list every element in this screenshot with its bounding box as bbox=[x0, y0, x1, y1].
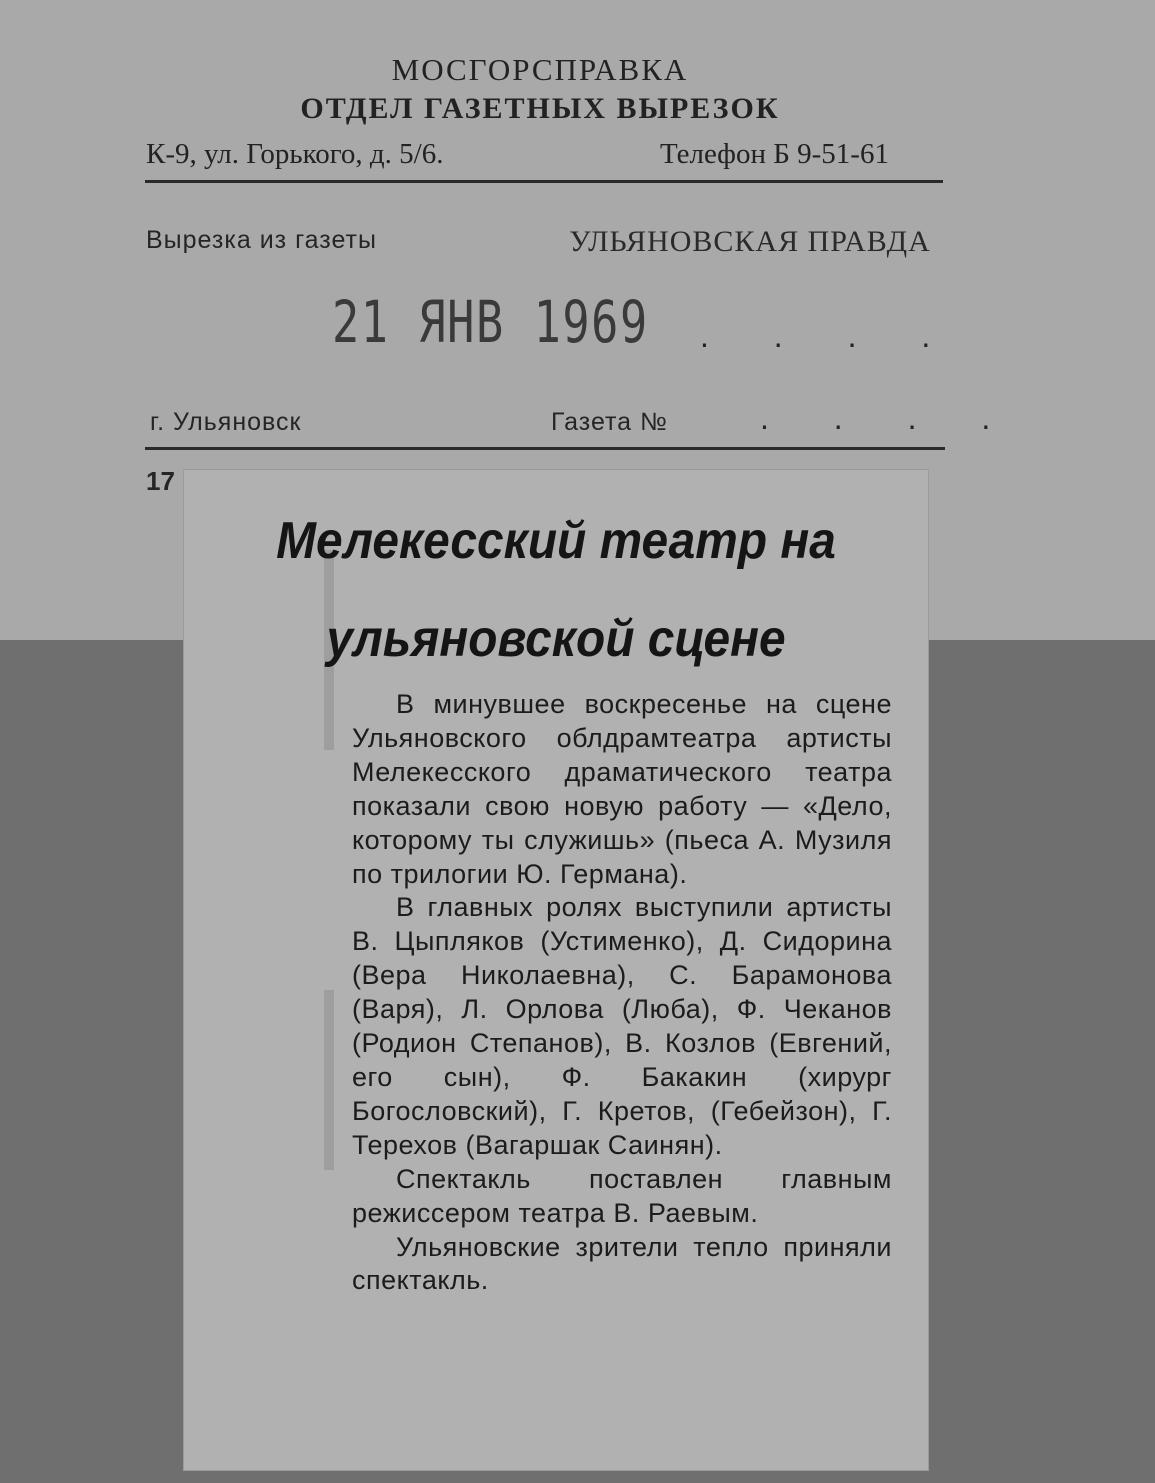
article-headline: Мелекесский театр на ульяновской сцене bbox=[276, 512, 836, 668]
agency-phone: Телефон Б 9-51-61 bbox=[660, 138, 889, 170]
article-paragraph: В минувшее воскресенье на сцене Ульяновского облдрамтеатра артисты Мелекесского драматического театра показали свою новую работу — «Дело, которому ты служишь» (пьеса А. Музиля по трилогии Ю. Германа). bbox=[352, 689, 892, 889]
newspaper-number-dots: . . . . bbox=[760, 400, 1019, 436]
article-body bbox=[352, 688, 892, 1298]
form-code: 17 bbox=[146, 466, 175, 496]
clip-source-label: Вырезка из газеты bbox=[146, 226, 377, 254]
header-divider bbox=[145, 180, 943, 183]
form-divider bbox=[145, 447, 945, 450]
department-name: ОТДЕЛ ГАЗЕТНЫХ ВЫРЕЗОК bbox=[300, 92, 780, 125]
agency-address: К-9, ул. Горького, д. 5/6. bbox=[146, 138, 444, 170]
agency-name: МОСГОРСПРАВКА bbox=[391, 52, 689, 87]
article-paragraph: В главных ролях выступили артисты В. Цыпляков (Устименко), Д. Сидорина (Вера Николаевна), С. Барамонова (Варя), Л. Орлова (Люба), Ф. Чеканов (Родион Степанов), В. Козлов (Евгений, его сын), Ф. Бакакин (хирург Богословский), Г. Кретов, (Гебейзон), Г. Терехов (Вагаршак Саинян). bbox=[352, 892, 892, 1160]
date-stamp: 21 ЯНВ 1969 bbox=[332, 288, 649, 356]
city-label: г. Ульяновск bbox=[150, 408, 302, 436]
article-paragraph: Ульяновские зрители тепло приняли спектакль. bbox=[352, 1231, 892, 1296]
fold-mark bbox=[324, 990, 334, 1170]
date-field-dots: . . . . bbox=[700, 318, 959, 354]
newspaper-name: УЛЬЯНОВСКАЯ ПРАВДА bbox=[569, 225, 931, 258]
newspaper-clipping bbox=[184, 470, 928, 1470]
newspaper-number-label: Газета № bbox=[551, 408, 668, 436]
article-paragraph: Спектакль поставлен главным режиссером театра В. Раевым. bbox=[352, 1163, 892, 1228]
